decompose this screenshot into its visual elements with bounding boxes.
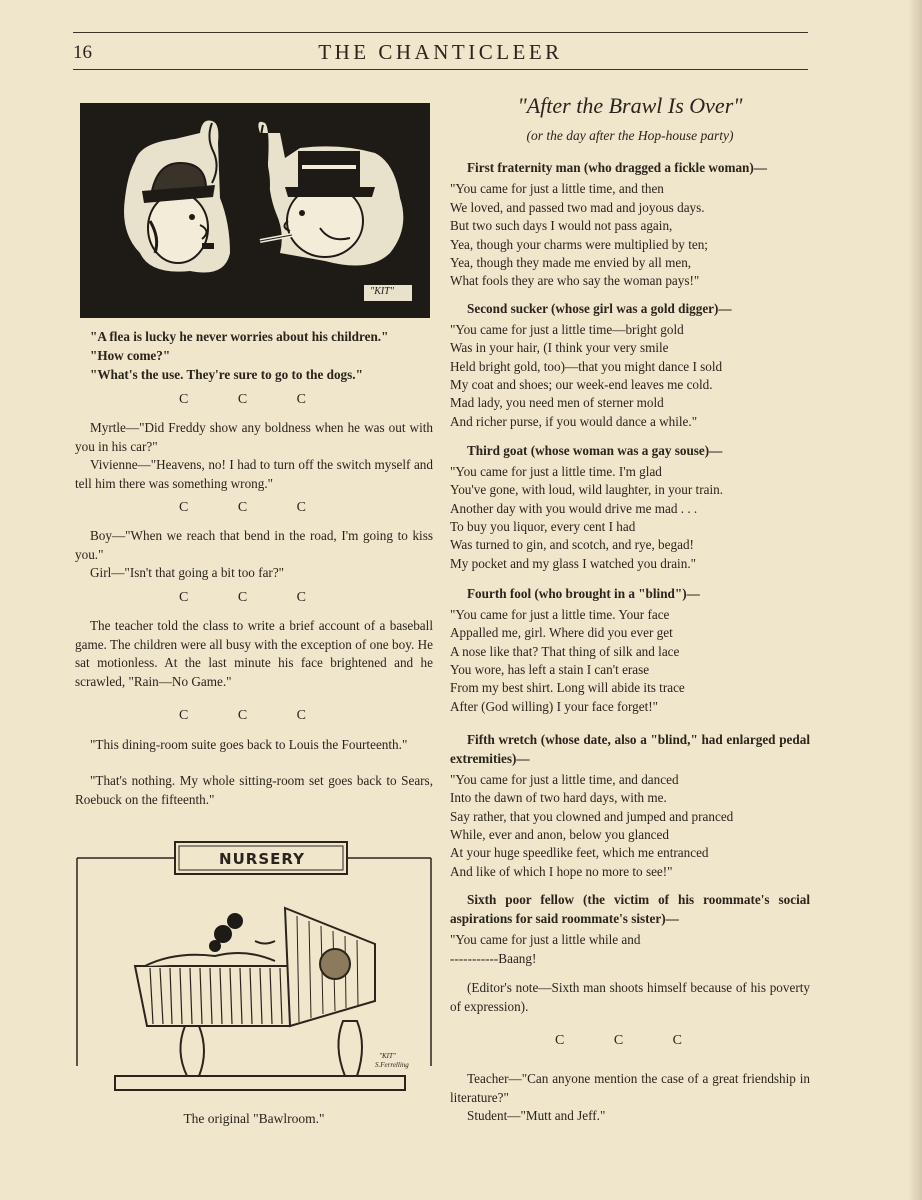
page-header <box>73 40 808 66</box>
joke-dining-room: "This dining-room suite goes back to Louis the Fourteenth." <box>90 737 408 752</box>
section-separator: C C C <box>178 590 329 605</box>
section-separator: C C C <box>554 1033 705 1048</box>
section-separator: C C C <box>178 500 329 515</box>
stanza-2-line: "You came for just a little time—bright gold <box>450 322 684 337</box>
nursery-caption: The original "Bawlroom." <box>183 1111 325 1126</box>
joke-vivienne: Vivienne—"Heavens, no! I had to turn off the switch myself and tell him there was something wrong." <box>75 457 433 491</box>
section-separator: C C C <box>178 708 329 723</box>
stanza-5-line: And like of which I hope no more to see!" <box>450 864 673 879</box>
joke-baseball: The teacher told the class to write a brief account of a baseball game. The children were all busy with the exception of one boy. He sat motionless. At the last minute his face brightened and he scrawled, "Rain—No Game." <box>75 618 433 689</box>
stanza-6-heading: Sixth poor fellow (the victim of his roommate's social aspirations for said roommate's sister)— <box>450 892 810 926</box>
stanza-4-line: "You came for just a little time. Your face <box>450 607 670 622</box>
cartoon-signature-kit: "KIT" <box>379 1052 396 1060</box>
joke-flea-line-2: "How come?" <box>90 348 171 363</box>
stanza-2-line: Was in your hair, (I think your very smile <box>450 340 669 355</box>
stanza-1-line: Yea, though they made me envied by all men, <box>450 255 692 270</box>
stanza-2-heading: Second sucker (whose girl was a gold digger)— <box>467 301 732 316</box>
section-separator: C C C <box>178 392 329 407</box>
joke-student: Student—"Mutt and Jeff." <box>467 1108 606 1123</box>
joke-flea-line-3: "What's the use. They're sure to go to the dogs." <box>90 367 363 382</box>
magazine-title: THE CHANTICLEER <box>318 40 563 64</box>
stanza-4-line: From my best shirt. Long will abide its trace <box>450 680 685 695</box>
cartoon-signature-artist: S.Ferrelling <box>375 1061 409 1069</box>
joke-sitting-room: "That's nothing. My whole sitting-room set goes back to Sears, Roebuck on the fifteenth." <box>75 773 433 807</box>
stanza-1-line: We loved, and passed two mad and joyous days. <box>450 200 705 215</box>
stanza-3-line: You've gone, with loud, wild laughter, in your train. <box>450 482 724 497</box>
poem-subtitle: (or the day after the Hop-house party) <box>526 128 734 143</box>
stanza-4-line: After (God willing) I your face forget!" <box>450 699 659 714</box>
stanza-3-line: Another day with you would drive me mad . . . <box>450 501 698 516</box>
stanza-4-line: Appalled me, girl. Where did you ever get <box>450 625 673 640</box>
stanza-1-line: "You came for just a little time, and then <box>450 181 664 196</box>
nursery-sign-text: NURSERY <box>219 850 305 868</box>
joke-boy: Boy—"When we reach that bend in the road, I'm going to kiss you." <box>75 528 433 562</box>
stanza-5-line: Say rather, that you clowned and jumped and pranced <box>450 809 734 824</box>
joke-myrtle: Myrtle—"Did Freddy show any boldness when he was out with you in his car?" <box>75 420 433 454</box>
page-edge-shadow <box>908 0 922 1200</box>
stanza-3-line: Was turned to gin, and scotch, and rye, begad! <box>450 537 694 552</box>
stanza-1-line: Yea, though your charms were multiplied by ten; <box>450 237 708 252</box>
stanza-6-line: "You came for just a little while and <box>450 932 641 947</box>
stanza-1-heading: First fraternity man (who dragged a fickle woman)— <box>467 160 767 175</box>
joke-girl: Girl—"Isn't that going a bit too far?" <box>90 565 285 580</box>
stanza-2-line: Mad lady, you need men of sterner mold <box>450 395 664 410</box>
stanza-5-line: Into the dawn of two hard days, with me. <box>450 790 667 805</box>
stanza-3-line: To buy you liquor, every cent I had <box>450 519 636 534</box>
poem-title: "After the Brawl Is Over" <box>517 93 743 118</box>
stanza-1-line: What fools they are who say the woman pays!" <box>450 273 700 288</box>
stanza-3-line: "You came for just a little time. I'm glad <box>450 464 662 479</box>
cartoon-signature: "KIT" <box>370 286 394 297</box>
stanza-6-line: -----------Baang! <box>450 951 537 966</box>
stanza-2-line: My coat and shoes; our week-end leaves me cold. <box>450 377 713 392</box>
stanza-4-line: You wore, has left a stain I can't erase <box>450 662 650 677</box>
stanza-2-line: And richer purse, if you would dance a while." <box>450 414 698 429</box>
stanza-3-heading: Third goat (whose woman was a gay souse)— <box>467 443 723 458</box>
stanza-5-line: While, ever and anon, below you glanced <box>450 827 669 842</box>
page-number: 16 <box>73 42 92 63</box>
stanza-2-line: Held bright gold, too)—that you might dance I sold <box>450 359 723 374</box>
stanza-3-line: My pocket and my glass I watched you drain." <box>450 556 696 571</box>
joke-teacher: Teacher—"Can anyone mention the case of a great friendship in literature?" <box>450 1071 810 1105</box>
stanza-4-line: A nose like that? That thing of silk and lace <box>450 644 680 659</box>
cartoon-nursery-crib <box>75 836 433 1106</box>
cartoon-two-men-smoking <box>80 103 430 318</box>
stanza-1-line: But two such days I would not pass again, <box>450 218 673 233</box>
stanza-5-heading: Fifth wretch (whose date, also a "blind," had enlarged pedal extremities)— <box>450 732 810 766</box>
stanza-5-line: At your huge speedlike feet, which me entranced <box>450 845 709 860</box>
joke-flea-line-1: "A flea is lucky he never worries about his children." <box>90 329 389 344</box>
editor-note: (Editor's note—Sixth man shoots himself because of his poverty of expression). <box>450 980 810 1014</box>
stanza-4-heading: Fourth fool (who brought in a "blind")— <box>467 586 700 601</box>
header-bottom-rule <box>73 69 808 70</box>
stanza-5-line: "You came for just a little time, and danced <box>450 772 679 787</box>
header-top-rule <box>73 32 808 33</box>
